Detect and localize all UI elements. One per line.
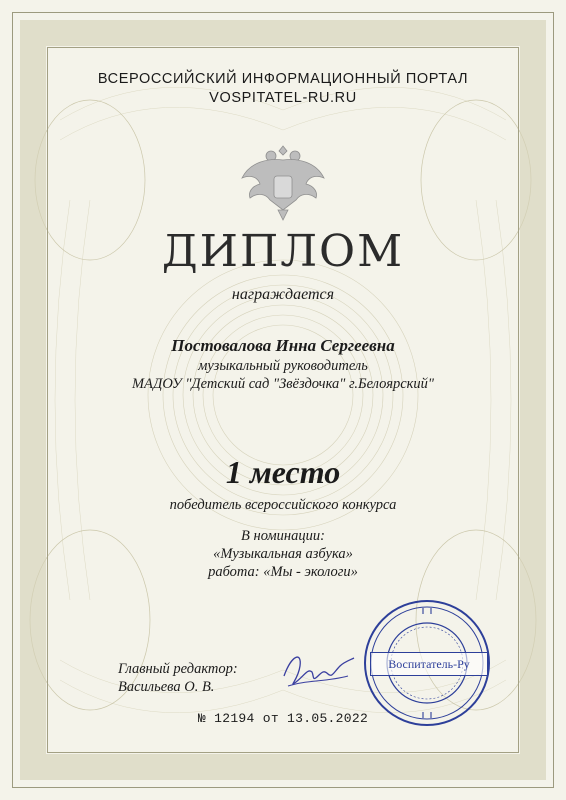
recipient-name: Постовалова Инна Сергеевна: [171, 336, 395, 355]
stamp-center-text: Воспитатель-Ру: [370, 652, 488, 676]
awarded-label: награждается: [231, 286, 335, 303]
coat-of-arms-icon: [238, 138, 328, 224]
recipient-position: музыкальный руководитель: [198, 358, 368, 374]
editor-block: [118, 660, 238, 696]
portal-name: ВСЕРОССИЙСКИЙ ИНФОРМАЦИОННЫЙ ПОРТАЛ: [97, 71, 469, 87]
signature-icon: [278, 646, 358, 694]
editor-name: Васильева О. В.: [118, 679, 215, 695]
diploma-number: № 12194 от 13.05.2022: [197, 711, 369, 726]
recipient-organization: МАДОУ "Детский сад "Звёздочка" г.Белоярский": [131, 376, 435, 392]
editor-title: Главный редактор:: [118, 661, 238, 677]
portal-site: VOSPITATEL-RU.RU: [209, 90, 357, 106]
diploma-title: ДИПЛОМ: [161, 226, 405, 277]
nomination-value: «Музыкальная азбука»: [213, 546, 353, 562]
award-place: 1 место: [225, 454, 341, 490]
nomination-label: В номинации:: [241, 528, 325, 544]
portal-header: [0, 70, 566, 108]
winner-text: победитель всероссийского конкурса: [169, 497, 397, 513]
work-title: работа: «Мы - экологи»: [208, 564, 358, 580]
